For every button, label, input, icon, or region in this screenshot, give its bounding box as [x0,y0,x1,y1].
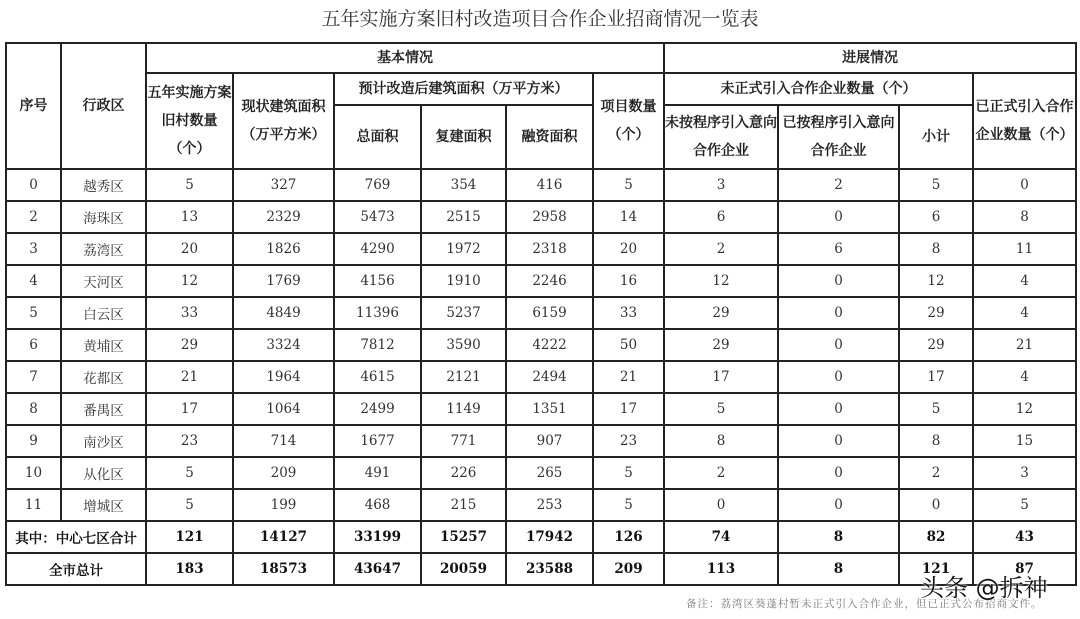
table-cell: 265 [506,457,593,489]
table-cell: 2246 [506,265,593,297]
header-rebuild-area: 复建面积 [421,105,506,169]
table-cell: 9 [6,425,61,457]
table-cell: 5 [593,457,664,489]
table-cell: 0 [778,393,899,425]
table-cell: 从化区 [61,457,146,489]
table-cell: 8 [6,393,61,425]
header-projects: 项目数量（个） [593,73,664,169]
table-cell: 17 [899,361,973,393]
table-cell: 6 [778,233,899,265]
table-cell: 126 [593,521,664,553]
table-cell: 1972 [421,233,506,265]
table-cell: 18573 [233,553,334,585]
table-cell: 2329 [233,201,334,233]
header-basic: 基本情况 [146,43,664,73]
table-cell: 4849 [233,297,334,329]
table-cell: 5 [146,489,233,521]
table-cell: 3590 [421,329,506,361]
table-cell: 花都区 [61,361,146,393]
table-cell: 29 [899,297,973,329]
table-cell: 4615 [334,361,421,393]
table-cell: 1064 [233,393,334,425]
table-cell: 1351 [506,393,593,425]
table-cell: 12 [664,265,778,297]
table-row [6,489,1076,521]
table-cell: 2 [899,457,973,489]
table-cell: 7812 [334,329,421,361]
table-cell: 17 [593,393,664,425]
table-cell: 771 [421,425,506,457]
table-cell: 南沙区 [61,425,146,457]
table-cell: 29 [664,297,778,329]
table-row [6,201,1076,233]
header-seq: 序号 [6,43,61,169]
table-cell: 43647 [334,553,421,585]
table-row [6,169,1076,201]
table-cell: 0 [899,489,973,521]
table-cell: 越秀区 [61,169,146,201]
table-cell: 0 [778,425,899,457]
table-cell: 5 [593,489,664,521]
total-row [6,521,1076,553]
table-cell: 74 [664,521,778,553]
table-cell: 6 [664,201,778,233]
table-row [6,393,1076,425]
table-cell: 8 [778,521,899,553]
table-cell: 黄埔区 [61,329,146,361]
table-cell: 5237 [421,297,506,329]
table-cell: 白云区 [61,297,146,329]
table-cell: 0 [778,297,899,329]
table-cell: 215 [421,489,506,521]
investment-table [5,42,1077,586]
table-cell: 907 [506,425,593,457]
table-cell: 4222 [506,329,593,361]
table-cell: 769 [334,169,421,201]
table-cell: 3 [664,169,778,201]
table-cell: 4 [6,265,61,297]
table-cell: 0 [6,169,61,201]
table-cell: 2 [778,169,899,201]
table-cell: 12 [146,265,233,297]
table-cell: 5 [899,393,973,425]
table-cell: 0 [778,329,899,361]
table-cell: 10 [6,457,61,489]
table-cell: 1149 [421,393,506,425]
table-cell: 1910 [421,265,506,297]
table-cell: 2515 [421,201,506,233]
header-by-procedure: 已按程序引入意向合作企业 [778,105,899,169]
table-cell: 5 [146,169,233,201]
table-cell: 33199 [334,521,421,553]
table-cell: 5 [146,457,233,489]
table-cell: 荔湾区 [61,233,146,265]
table-row [6,361,1076,393]
table-cell: 4 [973,361,1076,393]
table-cell: 13 [146,201,233,233]
table-cell: 327 [233,169,334,201]
table-cell: 8 [664,425,778,457]
header-total-area: 总面积 [334,105,421,169]
table-cell: 87 [973,553,1076,585]
table-cell: 全市总计 [6,553,146,585]
table-cell: 2318 [506,233,593,265]
table-cell: 14 [593,201,664,233]
header-district: 行政区 [61,43,146,169]
table-cell: 4 [973,297,1076,329]
table-cell: 8 [778,553,899,585]
table-cell: 5 [899,169,973,201]
table-cell: 11 [6,489,61,521]
table-cell: 3 [6,233,61,265]
table-cell: 4 [973,265,1076,297]
table-cell: 增城区 [61,489,146,521]
table-cell: 番禺区 [61,393,146,425]
table-cell: 113 [664,553,778,585]
table-cell: 1826 [233,233,334,265]
table-cell: 0 [664,489,778,521]
table-cell: 29 [146,329,233,361]
table-cell: 6 [899,201,973,233]
table-cell: 468 [334,489,421,521]
table-cell: 3 [973,457,1076,489]
table-row [6,329,1076,361]
table-cell: 3324 [233,329,334,361]
table-cell: 21 [973,329,1076,361]
table-cell: 天河区 [61,265,146,297]
table-cell: 4156 [334,265,421,297]
table-cell: 12 [899,265,973,297]
table-cell: 21 [593,361,664,393]
table-cell: 23 [593,425,664,457]
table-cell: 其中：中心七区合计 [6,521,146,553]
table-cell: 209 [233,457,334,489]
table-cell: 11396 [334,297,421,329]
table-cell: 5 [6,297,61,329]
header-not-procedure: 未按程序引入意向合作企业 [664,105,778,169]
table-cell: 海珠区 [61,201,146,233]
table-cell: 5 [593,169,664,201]
table-row [6,297,1076,329]
table-cell: 20 [593,233,664,265]
table-cell: 23588 [506,553,593,585]
header-progress: 进展情况 [664,43,1076,73]
table-cell: 17942 [506,521,593,553]
table-cell: 253 [506,489,593,521]
table-cell: 29 [899,329,973,361]
table-cell: 714 [233,425,334,457]
table-row [6,457,1076,489]
table-cell: 2 [664,457,778,489]
table-cell: 491 [334,457,421,489]
header-subtotal: 小计 [899,105,973,169]
table-cell: 2121 [421,361,506,393]
table-cell: 23 [146,425,233,457]
table-cell: 2499 [334,393,421,425]
table-cell: 33 [593,297,664,329]
table-cell: 6 [6,329,61,361]
table-cell: 8 [973,201,1076,233]
table-cell: 21 [146,361,233,393]
table-cell: 29 [664,329,778,361]
header-informal: 未正式引入合作企业数量（个） [664,73,973,105]
table-cell: 0 [778,201,899,233]
table-cell: 2494 [506,361,593,393]
header-planned: 预计改造后建筑面积（万平方米） [334,73,593,105]
header-formal: 已正式引入合作企业数量（个） [973,73,1076,169]
table-title: 五年实施方案旧村改造项目合作企业招商情况一览表 [321,8,759,30]
table-cell: 0 [778,489,899,521]
table-cell: 16 [593,265,664,297]
total-row [6,553,1076,585]
table-cell: 50 [593,329,664,361]
table-cell: 416 [506,169,593,201]
table-cell: 354 [421,169,506,201]
table-cell: 209 [593,553,664,585]
header-finance-area: 融资面积 [506,105,593,169]
footnote: 备注：荔湾区葵蓬村暂未正式引入合作企业，但已正式公布招商文件。 [686,598,1043,610]
table-cell: 33 [146,297,233,329]
table-cell: 82 [899,521,973,553]
table-cell: 0 [778,265,899,297]
table-cell: 0 [778,361,899,393]
table-cell: 11 [973,233,1076,265]
table-cell: 8 [899,233,973,265]
table-cell: 1769 [233,265,334,297]
table-cell: 1677 [334,425,421,457]
table-cell: 20 [146,233,233,265]
table-cell: 0 [778,457,899,489]
table-cell: 8 [899,425,973,457]
table-cell: 2 [6,201,61,233]
table-cell: 183 [146,553,233,585]
table-cell: 15257 [421,521,506,553]
table-cell: 12 [973,393,1076,425]
table-cell: 5 [664,393,778,425]
table-cell: 14127 [233,521,334,553]
table-cell: 4290 [334,233,421,265]
table-row [6,233,1076,265]
table-cell: 2 [664,233,778,265]
table-cell: 2958 [506,201,593,233]
table-cell: 1964 [233,361,334,393]
table-cell: 20059 [421,553,506,585]
header-current-area: 现状建筑面积（万平方米） [233,73,334,169]
table-cell: 121 [146,521,233,553]
table-cell: 17 [146,393,233,425]
table-cell: 0 [973,169,1076,201]
table-cell: 199 [233,489,334,521]
table-cell: 6159 [506,297,593,329]
table-cell: 43 [973,521,1076,553]
table-cell: 5 [973,489,1076,521]
table-cell: 121 [899,553,973,585]
watermark: 头条 @拆神 [920,574,1048,602]
table-cell: 226 [421,457,506,489]
table-cell: 5473 [334,201,421,233]
table-cell: 17 [664,361,778,393]
table-cell: 7 [6,361,61,393]
table-row [6,265,1076,297]
table-row [6,425,1076,457]
header-villages: 五年实施方案旧村数量（个） [146,73,233,169]
table-cell: 15 [973,425,1076,457]
